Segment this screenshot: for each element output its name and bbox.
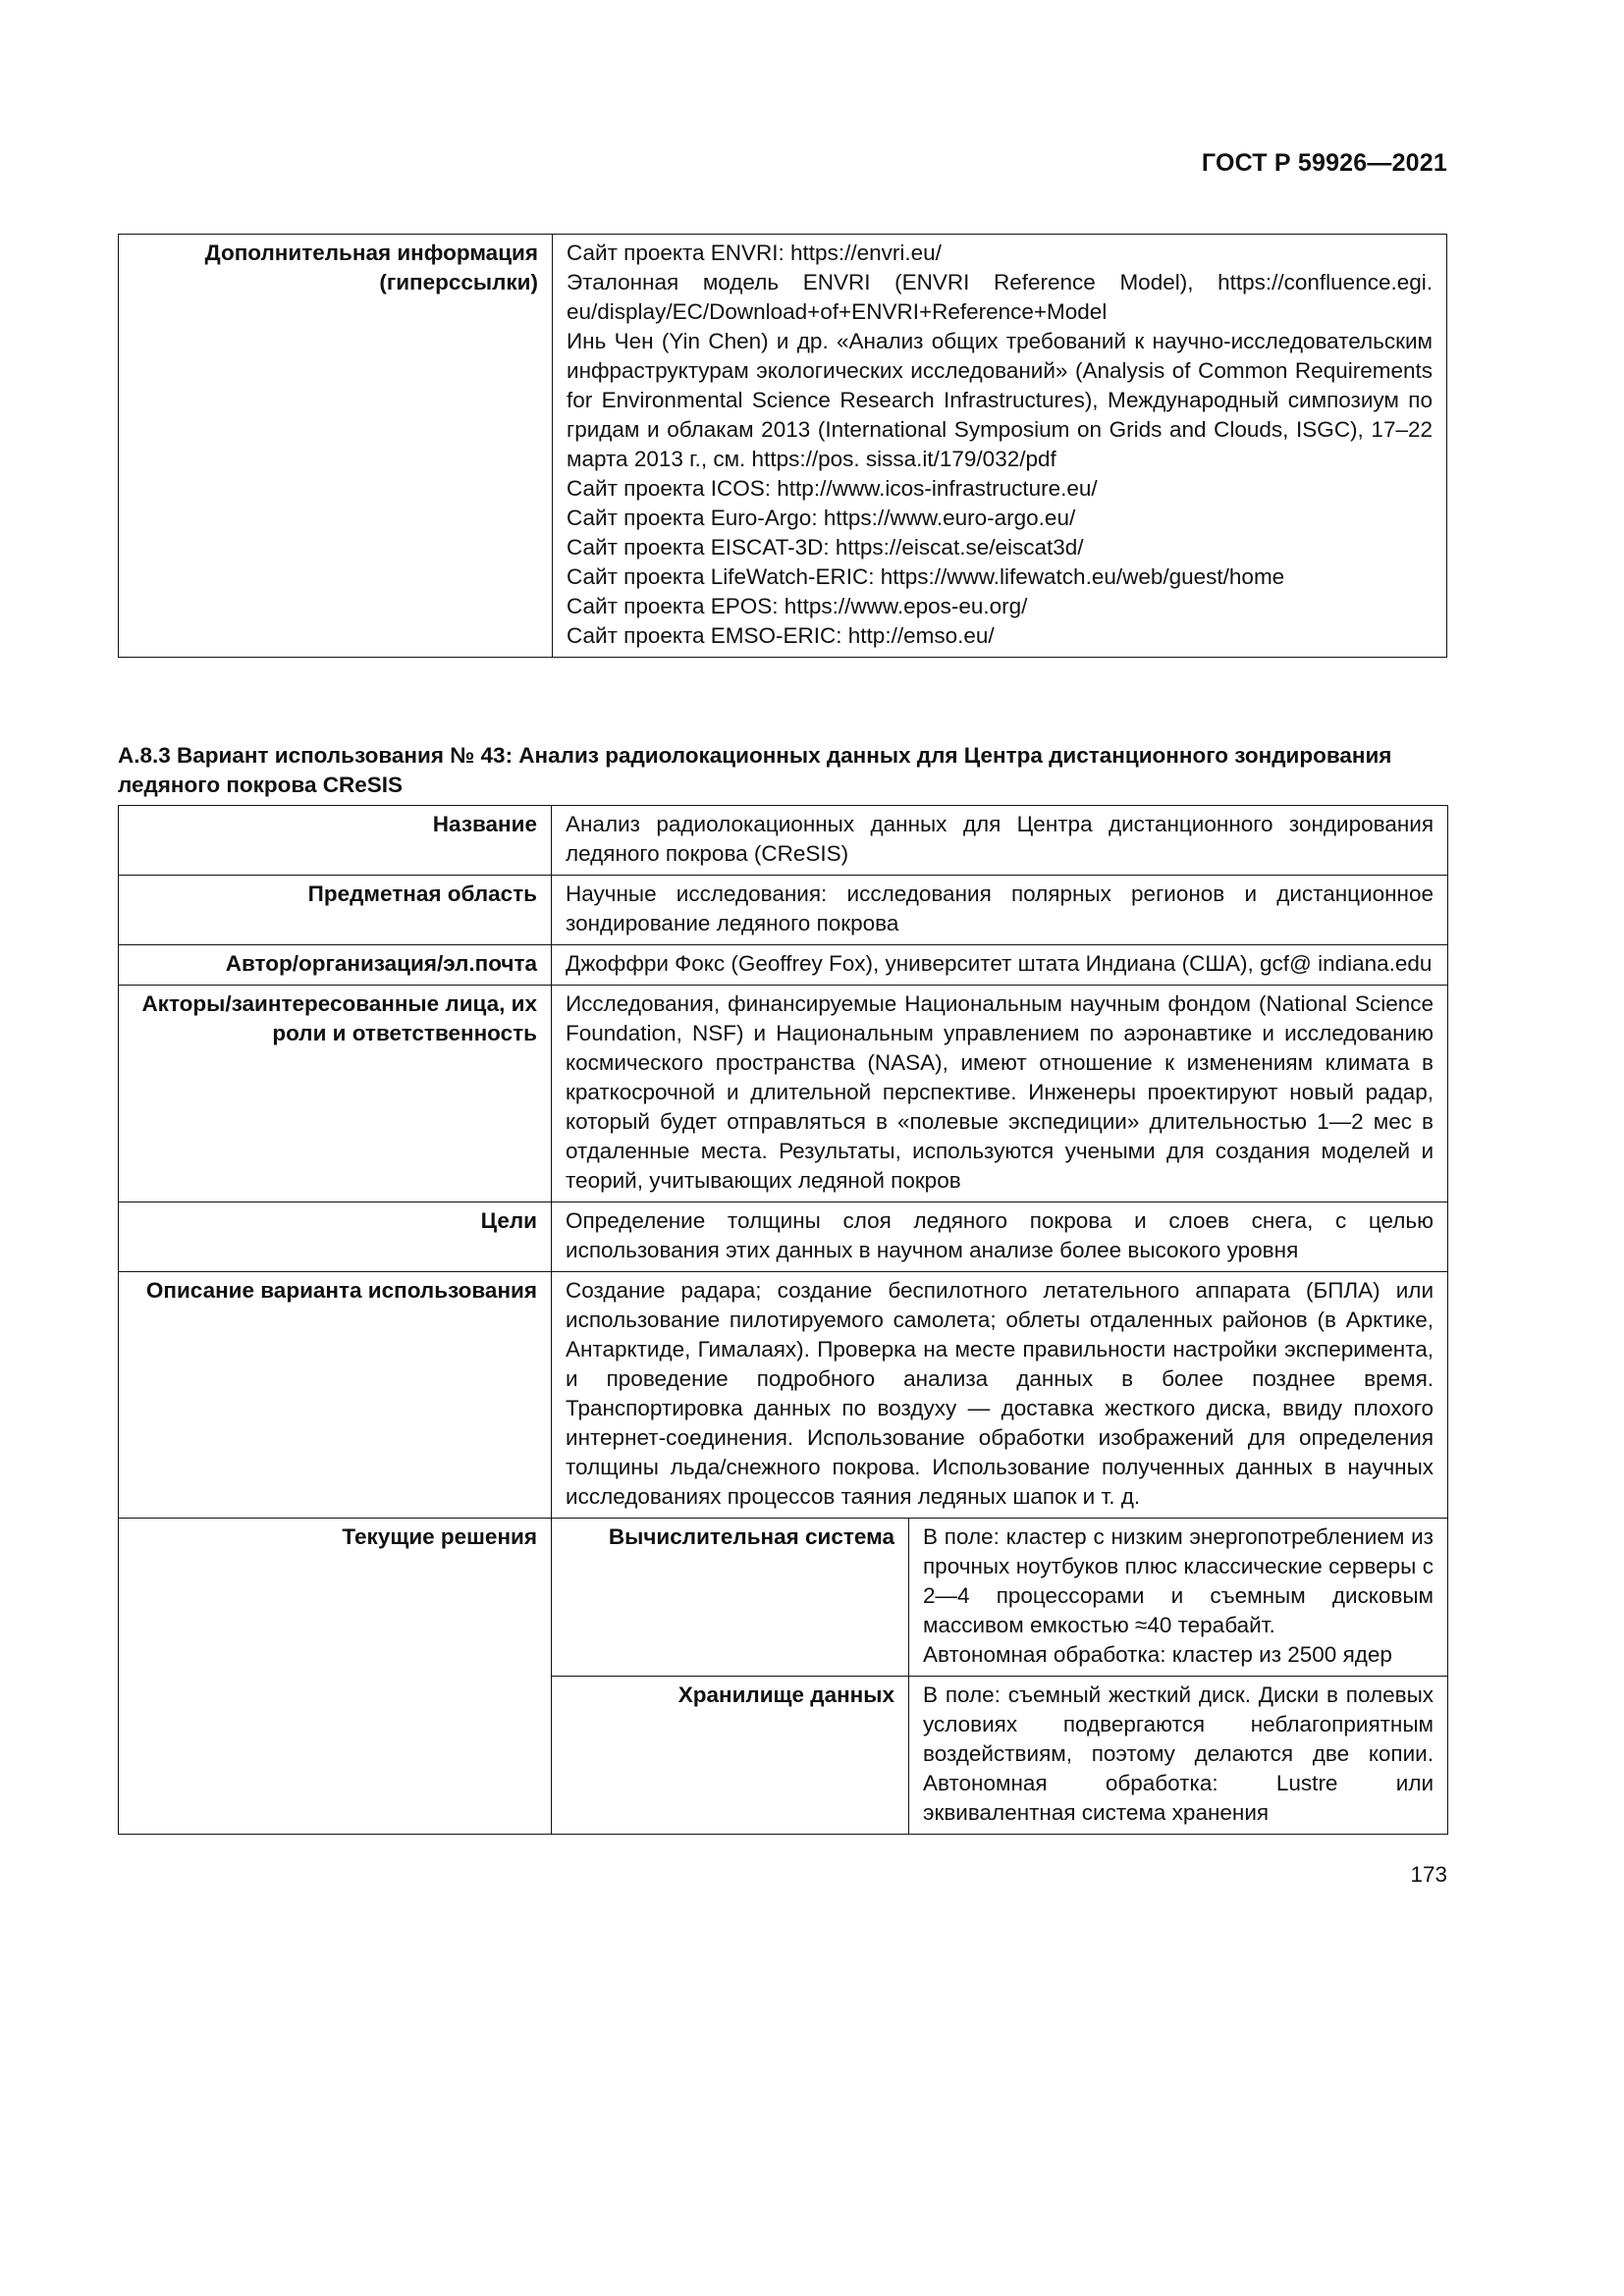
row-value-goals: Определение толщины слоя ледяного покрова и слоев снега, с целью использования этих данных в научном анализе более высокого уровня [552, 1202, 1448, 1272]
row-value-author: Джоффри Фокс (Geoffrey Fox), университет штата Индиана (США), gcf@ indiana.edu [552, 945, 1448, 986]
link-line: Эталонная модель ENVRI (ENVRI Reference Model), https://confluence.egi. eu/display/EC/Download+of+ENVRI+Reference+Model [567, 270, 1433, 324]
sublabel-computing: Вычислительная система [552, 1519, 909, 1677]
link-line: Сайт проекта LifeWatch-ERIC: https://www.lifewatch.eu/web/guest/home [567, 564, 1285, 589]
storage-value: В поле: съемный жесткий диск. Диски в полевых условиях подвергаются неблагоприятным воздействиям, поэтому делаются две копии. Автономная обработка: Lustre или эквивалентная система хранения [909, 1677, 1448, 1835]
table-row [119, 876, 1448, 945]
row-label-domain: Предметная область [119, 876, 552, 945]
computing-value-offline: Автономная обработка: кластер из 2500 ядер [923, 1642, 1392, 1667]
link-line: Сайт проекта Euro-Argo: https://www.euro-argo.eu/ [567, 506, 1076, 530]
link-line: Сайт проекта ENVRI: https://envri.eu/ [567, 240, 942, 265]
table-row [119, 945, 1448, 986]
table-row [119, 235, 1447, 658]
row-value-domain: Научные исследования: исследования полярных регионов и дистанционное зондирование ледяного покрова [552, 876, 1448, 945]
computing-value: В поле: кластер с низким энергопотреблением из прочных ноутбуков плюс классические серверы с 2—4 процессорами и съемным дисковым массивом емкостью ≈40 терабайт. [923, 1524, 1435, 1637]
table-row [119, 1519, 1448, 1677]
link-line: Сайт проекта EISCAT-3D: https://eiscat.se/eiscat3d/ [567, 535, 1084, 560]
table-row [119, 1202, 1448, 1272]
table-row [119, 1272, 1448, 1519]
links-label: Дополнительная информация (гиперссылки) [119, 235, 553, 658]
additional-info-table [118, 234, 1447, 658]
row-value-actors: Исследования, финансируемые Национальным научным фондом (National Science Foundation, NSF) и Национальным управлением по аэронавтике и исследованию космического пространства (NASA), имеют отношение к изменениям климата в краткосрочной и длительной перспективе. Инженеры проектируют новый радар, который будет отправляться в «полевые экспедиции» длительностью 1—2 мес в отдаленные места. Результаты, используются учеными для создания моделей и теорий, учитывающих ледяной покров [552, 986, 1448, 1202]
row-label-goals: Цели [119, 1202, 552, 1272]
table-row [119, 986, 1448, 1202]
computing-value-cell [909, 1519, 1448, 1677]
page-number: 173 [1410, 1862, 1447, 1887]
link-line: Сайт проекта EMSO-ERIC: http://emso.eu/ [567, 623, 995, 648]
row-label-author: Автор/организация/эл.почта [119, 945, 552, 986]
link-line: Инь Чен (Yin Chen) и др. «Анализ общих требований к научно-исследовательским инфраструктурам экологических исследований» (Analysis of Common Requirements for Environmental Science Research Infrastructures), Международный симпозиум по гридам и облакам 2013 (International Symposium on Grids and Clouds, ISGC), 17–22 марта 2013 г., см. https://pos. sissa.it/179/032/pdf [567, 329, 1433, 471]
section-title: А.8.3 Вариант использования № 43: Анализ радиолокационных данных для Центра дистанционного зондирования ледяного покрова CReSIS [118, 743, 1392, 797]
row-label-name: Название [119, 806, 552, 876]
link-line: Сайт проекта ICOS: http://www.icos-infrastructure.eu/ [567, 476, 1098, 501]
row-label-description: Описание варианта использования [119, 1272, 552, 1519]
use-case-table [118, 805, 1448, 1835]
row-label-actors: Акторы/заинтересованные лица, их роли и ответственность [119, 986, 552, 1202]
table-row [119, 806, 1448, 876]
sublabel-storage: Хранилище данных [552, 1677, 909, 1835]
document-header: ГОСТ Р 59926—2021 [1201, 149, 1447, 177]
row-value-name: Анализ радиолокационных данных для Центра дистанционного зондирования ледяного покрова (CReSIS) [552, 806, 1448, 876]
link-line: Сайт проекта EPOS: https://www.epos-eu.org/ [567, 594, 1028, 618]
row-value-description: Создание радара; создание беспилотного летательного аппарата (БПЛА) или использование пилотируемого самолета; облеты отдаленных районов (в Арктике, Антарктиде, Гималаях). Проверка на месте правильности настройки эксперимента, и проведение подробного анализа данных в более позднее время. Транспортировка данных по воздуху — доставка жесткого диска, ввиду плохого интернет-соединения. Использование обработки изображений для определения толщины льда/снежного покрова. Использование полученных данных в научных исследованиях процессов таяния ледяных шапок и т. д. [552, 1272, 1448, 1519]
row-label-current-solutions: Текущие решения [119, 1519, 552, 1835]
links-cell [553, 235, 1447, 658]
